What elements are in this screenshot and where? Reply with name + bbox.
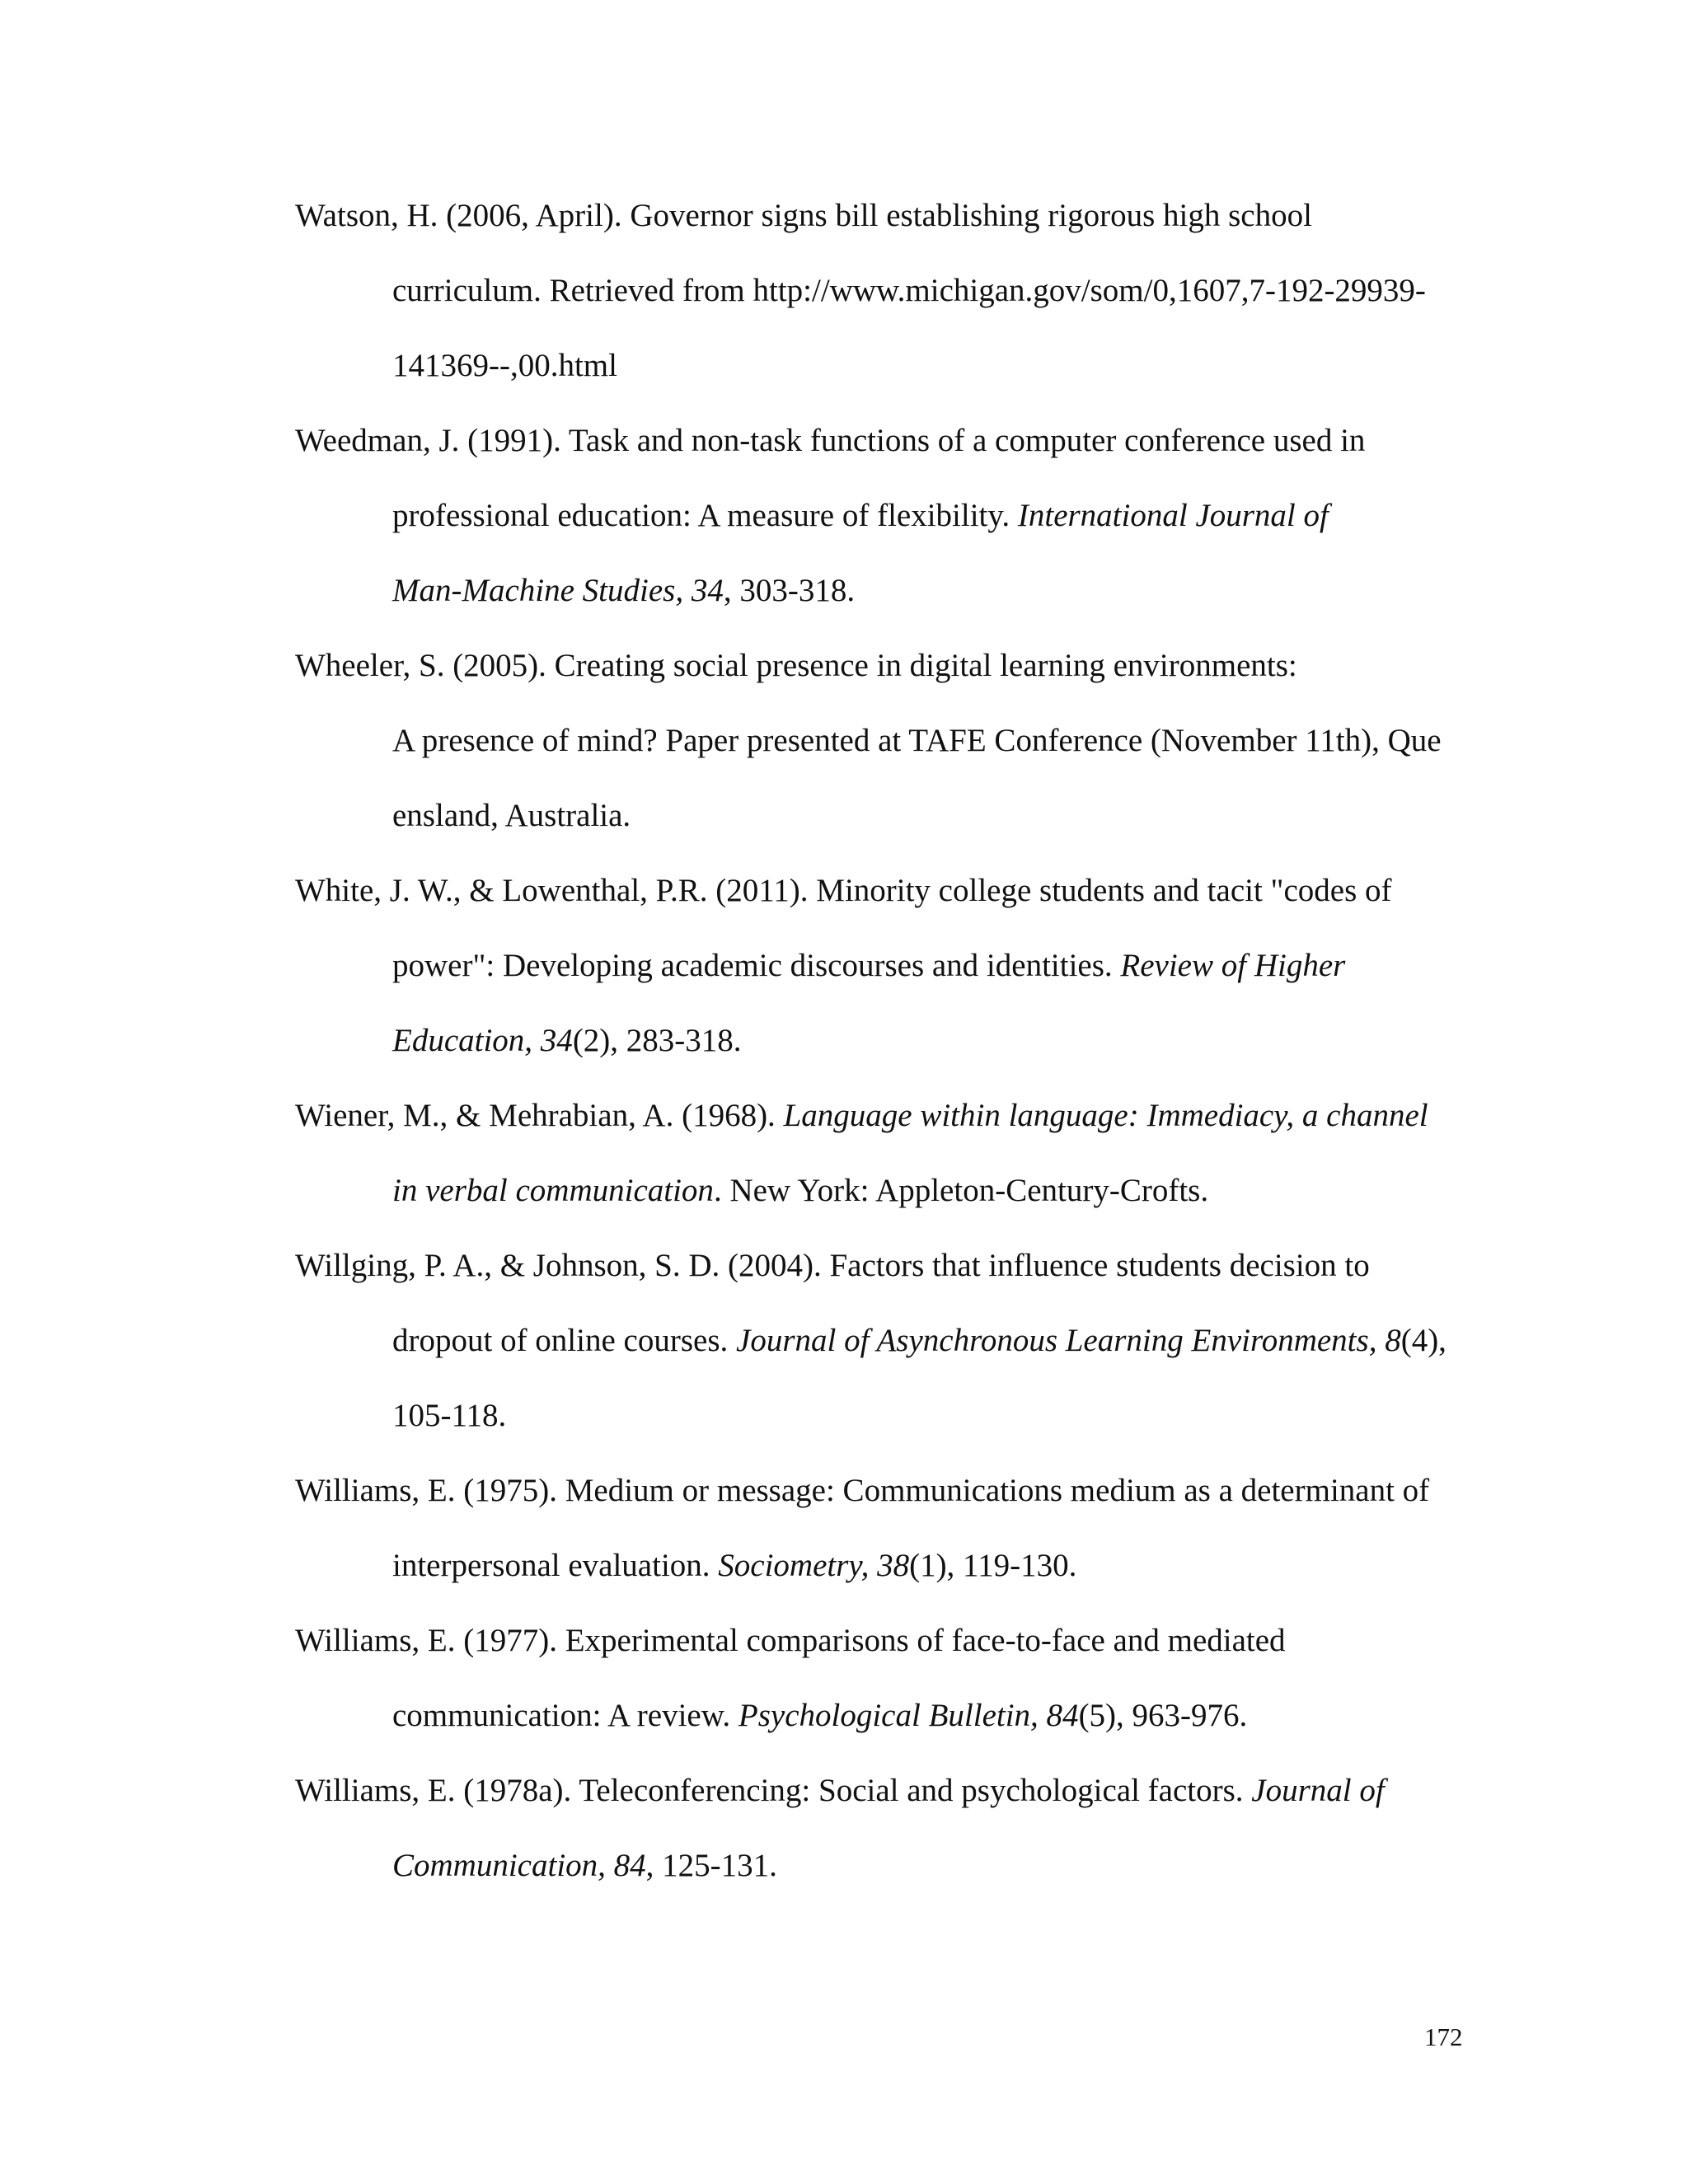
reference-wheeler-line-3: ensland, Australia. (392, 798, 631, 833)
reference-white-line-3: Education, 34(2), 283-318. (392, 1023, 742, 1058)
reference-williams-1977-line-2: communication: A review. Psychological Bulletin, 84(5), 963-976. (392, 1698, 1248, 1733)
page-number: 172 (1424, 2022, 1463, 2051)
reference-white-line-2: power": Developing academic discourses and identities. Review of Higher (392, 948, 1346, 983)
reference-williams-1975-line-2: interpersonal evaluation. Sociometry, 38(1), 119-130. (392, 1548, 1077, 1583)
reference-willging-line-2: dropout of online courses. Journal of Asynchronous Learning Environments, 8(4), (392, 1323, 1447, 1358)
reference-watson-line-3: 141369--,00.html (392, 348, 617, 383)
reference-willging-line-1: Willging, P. A., & Johnson, S. D. (2004). Factors that influence students decision to (295, 1248, 1370, 1283)
reference-willging-line-3: 105-118. (392, 1398, 507, 1433)
reference-williams-1977-line-1: Williams, E. (1977). Experimental comparisons of face-to-face and mediated (295, 1623, 1286, 1658)
reference-williams-1978a-line-1: Williams, E. (1978a). Teleconferencing: Social and psychological factors. Journal of (295, 1773, 1385, 1808)
reference-weedman-line-3: Man-Machine Studies, 34, 303-318. (392, 573, 856, 608)
reference-wheeler-line-2: A presence of mind? Paper presented at TAFE Conference (November 11th), Que (392, 723, 1442, 758)
reference-weedman-line-2: professional education: A measure of flexibility. International Journal of (392, 498, 1329, 533)
reference-watson-line-2: curriculum. Retrieved from http://www.michigan.gov/som/0,1607,7-192-29939- (392, 273, 1426, 308)
reference-williams-1978a-line-2: Communication, 84, 125-131. (392, 1848, 777, 1883)
reference-wiener-line-1: Wiener, M., & Mehrabian, A. (1968). Language within language: Immediacy, a channel (295, 1098, 1428, 1133)
reference-wiener-line-2: in verbal communication. New York: Appleton-Century-Crofts. (392, 1173, 1209, 1208)
reference-wheeler-line-1: Wheeler, S. (2005). Creating social presence in digital learning environments: (295, 648, 1297, 683)
reference-watson-line-1: Watson, H. (2006, April). Governor signs bill establishing rigorous high school (295, 198, 1312, 233)
reference-white-line-1: White, J. W., & Lowenthal, P.R. (2011). Minority college students and tacit "codes of (295, 873, 1392, 908)
reference-williams-1975-line-1: Williams, E. (1975). Medium or message: Communications medium as a determinant of (295, 1473, 1430, 1508)
reference-weedman-line-1: Weedman, J. (1991). Task and non-task functions of a computer conference used in (295, 423, 1366, 458)
